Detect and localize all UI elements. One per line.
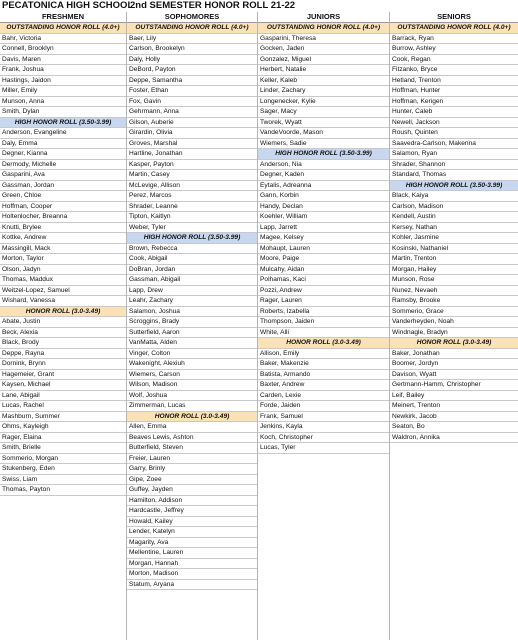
section-header-honor: HONOR ROLL (3.0-3.49) (127, 412, 257, 423)
student-name: Thomas, Maddux (0, 275, 126, 286)
student-name: Wolf, Joshua (127, 391, 257, 402)
student-name: Waldron, Annika (390, 433, 518, 444)
student-name: Daly, Holly (127, 55, 257, 66)
student-name: Freier, Lauren (127, 454, 257, 465)
student-name: Lapp, Drew (127, 286, 257, 297)
student-name: Herbert, Natalie (258, 65, 389, 76)
student-name: Dermody, Michelle (0, 160, 126, 171)
student-name: Holtenlocher, Breanna (0, 212, 126, 223)
student-name: Salamon, Ryan (390, 149, 518, 160)
student-name: Ohms, Kayleigh (0, 422, 126, 433)
student-name: Longenecker, Kylie (258, 97, 389, 108)
section-header-honor: HONOR ROLL (3.0-3.49) (258, 338, 389, 349)
student-name: Hardcastle, Jeffrey (127, 506, 257, 517)
student-name: Polhamas, Kaci (258, 275, 389, 286)
student-name: Jenkins, Kayla (258, 422, 389, 433)
student-name: Gertmann-Hamm, Christopher (390, 380, 518, 391)
student-name: Gassman, Abigail (127, 275, 257, 286)
student-name: Sutterfield, Aaron (127, 328, 257, 339)
student-name: Massingill, Mack (0, 244, 126, 255)
student-name: Abate, Justin (0, 317, 126, 328)
student-name: Baer, Lily (127, 34, 257, 45)
student-name: Lucas, Rachel (0, 401, 126, 412)
student-name: Scroggins, Brady (127, 317, 257, 328)
seniors-list (390, 23, 518, 443)
section-header-outstanding: OUTSTANDING HONOR ROLL (4.0+) (127, 23, 257, 34)
student-name: Baxter, Andrew (258, 380, 389, 391)
student-name: Daly, Emma (0, 139, 126, 150)
student-name: Stukenberg, Eden (0, 464, 126, 475)
student-name: Shrader, Shannon (390, 160, 518, 171)
student-name: Kendell, Austin (390, 212, 518, 223)
student-name: Meinert, Trenton (390, 401, 518, 412)
student-name: Koehler, William (258, 212, 389, 223)
student-name: Green, Chloe (0, 191, 126, 202)
student-name: Lane, Abigail (0, 391, 126, 402)
student-name: Davison, Wyatt (390, 370, 518, 381)
student-name: White, Alli (258, 328, 389, 339)
section-header-outstanding: OUTSTANDING HONOR ROLL (4.0+) (390, 23, 518, 34)
seniors-column (390, 12, 518, 443)
student-name: Gasparini, Ava (0, 170, 126, 181)
section-header-honor: HONOR ROLL (3.0-3.49) (0, 307, 126, 318)
student-name: Beck, Alexia (0, 328, 126, 339)
juniors-column (258, 12, 389, 454)
student-name: DeBord, Payton (127, 65, 257, 76)
student-name: Hartline, Jonathan (127, 149, 257, 160)
student-name: Martin, Casey (127, 170, 257, 181)
student-name: Newell, Jackson (390, 118, 518, 129)
student-name: Hoffman, Cooper (0, 202, 126, 213)
student-name: Hamilton, Addison (127, 496, 257, 507)
student-name: Munson, Rose (390, 275, 518, 286)
document-title-bar (0, 0, 518, 12)
student-name: Batista, Armando (258, 370, 389, 381)
student-name: Statum, Aryana (127, 580, 257, 591)
sophomores-column (127, 12, 257, 590)
student-name: Groves, Marshal (127, 139, 257, 150)
student-name: Wishard, Vanessa (0, 296, 126, 307)
student-name: Sommerio, Grace (390, 307, 518, 318)
student-name: Smith, Dylan (0, 107, 126, 118)
student-name: Salamon, Joshua (127, 307, 257, 318)
student-name: Standard, Thomas (390, 170, 518, 181)
student-name: Degner, Kaden (258, 170, 389, 181)
student-name: Davis, Maren (0, 55, 126, 66)
student-name: Vanderheyden, Noah (390, 317, 518, 328)
student-name: Gasparini, Theresa (258, 34, 389, 45)
student-name: Rager, Elaina (0, 433, 126, 444)
student-name: Kohler, Jasmine (390, 233, 518, 244)
student-name: Lapp, Jarrett (258, 223, 389, 234)
honor-roll-title: 2nd SEMESTER HONOR ROLL 21-22 (130, 0, 296, 11)
student-name: Tipton, Kaitlyn (127, 212, 257, 223)
student-name: Baker, Makenzie (258, 359, 389, 370)
student-name: Hoffman, Hunter (390, 86, 518, 97)
student-name: Roberts, Izabella (258, 307, 389, 318)
student-name: Mulcahy, Aidan (258, 265, 389, 276)
student-name: Baker, Jonathan (390, 349, 518, 360)
student-name: Wakenight, Alexiuh (127, 359, 257, 370)
student-name: Allen, Emma (127, 422, 257, 433)
student-name: Anderson, Nia (258, 160, 389, 171)
student-name: Leahr, Zachary (127, 296, 257, 307)
student-name: Cook, Abigail (127, 254, 257, 265)
student-name: Kottke, Andrew (0, 233, 126, 244)
student-name: McLevige, Allison (127, 181, 257, 192)
column-header-seniors: SENIORS (390, 12, 518, 23)
student-name: Newkirk, Jacob (390, 412, 518, 423)
student-name: Munson, Anna (0, 97, 126, 108)
student-name: Forde, Jaiden (258, 401, 389, 412)
student-name: Ramsby, Brooke (390, 296, 518, 307)
student-name: VandeVoorde, Mason (258, 128, 389, 139)
student-name: Mellentine, Lauren (127, 548, 257, 559)
student-name: Knutti, Brylee (0, 223, 126, 234)
student-name: Brown, Rebecca (127, 244, 257, 255)
student-name: Wiemers, Carson (127, 370, 257, 381)
student-name: Hoffman, Kerigen (390, 97, 518, 108)
student-name: Weitzel-Lopez, Samuel (0, 286, 126, 297)
column-header-juniors: JUNIORS (258, 12, 389, 23)
student-name: Nunez, Nevaeh (390, 286, 518, 297)
student-name: Allison, Emily (258, 349, 389, 360)
student-name: Morgan, Hailey (390, 265, 518, 276)
column-header-freshmen: FRESHMEN (0, 12, 126, 23)
section-header-high: HIGH HONOR ROLL (3.50-3.99) (390, 181, 518, 192)
student-name: Gassman, Jordan (0, 181, 126, 192)
student-name: Keller, Kaleb (258, 76, 389, 87)
student-name: Wiemers, Sadie (258, 139, 389, 150)
student-name: Eytalis, Adreanna (258, 181, 389, 192)
student-name: Leif, Bailey (390, 391, 518, 402)
student-name: Kaysen, Michael (0, 380, 126, 391)
student-name: Dornink, Brynn (0, 359, 126, 370)
student-name: Kasper, Payton (127, 160, 257, 171)
student-name: Hetland, Trenton (390, 76, 518, 87)
student-name: Vinger, Colton (127, 349, 257, 360)
student-name: Perez, Marcos (127, 191, 257, 202)
section-header-outstanding: OUTSTANDING HONOR ROLL (4.0+) (258, 23, 389, 34)
column-header-sophomores: SOPHOMORES (127, 12, 257, 23)
student-name: Anderson, Evangeline (0, 128, 126, 139)
student-name: Shrader, Leanne (127, 202, 257, 213)
student-name: Deppe, Samantha (127, 76, 257, 87)
student-name: Tworek, Wyatt (258, 118, 389, 129)
student-name: Morton, Taylor (0, 254, 126, 265)
student-name: Carden, Lexie (258, 391, 389, 402)
student-name: Deppe, Rayna (0, 349, 126, 360)
student-name: Seaton, Bo (390, 422, 518, 433)
student-name: Barrack, Ryan (390, 34, 518, 45)
student-name: Beaves Lewis, Ashton (127, 433, 257, 444)
section-header-high: HIGH HONOR ROLL (3.50-3.99) (127, 233, 257, 244)
student-name: Gann, Korbin (258, 191, 389, 202)
student-name: Windnagle, Bradyn (390, 328, 518, 339)
student-name: Handy, Declan (258, 202, 389, 213)
student-name: Lender, Katelyn (127, 527, 257, 538)
student-name: Hunter, Caleb (390, 107, 518, 118)
school-name: PECATONICA HIGH SCHOOL (2, 0, 134, 11)
student-name: Black, Brody (0, 338, 126, 349)
student-name: Morton, Madison (127, 569, 257, 580)
student-name: Butterfield, Steven (127, 443, 257, 454)
student-name: Koch, Christopher (258, 433, 389, 444)
student-name: Garry, Brinly (127, 464, 257, 475)
student-name: Howald, Kailey (127, 517, 257, 528)
student-name: Frank, Samuel (258, 412, 389, 423)
student-name: Gocken, Jaden (258, 44, 389, 55)
student-name: Swiss, Liam (0, 475, 126, 486)
section-header-honor: HONOR ROLL (3.0-3.49) (390, 338, 518, 349)
student-name: Sager, Macy (258, 107, 389, 118)
student-name: Gipe, Zoee (127, 475, 257, 486)
student-name: Miller, Emily (0, 86, 126, 97)
student-name: Sommerio, Morgan (0, 454, 126, 465)
juniors-list (258, 23, 389, 454)
sophomores-list (127, 23, 257, 590)
student-name: Carlson, Madison (390, 202, 518, 213)
student-name: Pozzi, Andrew (258, 286, 389, 297)
student-name: Carlson, Brookelyn (127, 44, 257, 55)
student-name: Mashburn, Summer (0, 412, 126, 423)
student-name: Morgan, Hannah (127, 559, 257, 570)
student-name: Frank, Joshua (0, 65, 126, 76)
freshmen-list (0, 23, 126, 496)
student-name: Fitzanko, Bryce (390, 65, 518, 76)
student-name: Black, Kaiya (390, 191, 518, 202)
student-name: Zimmerman, Lucas (127, 401, 257, 412)
student-name: Kersey, Nathan (390, 223, 518, 234)
student-name: Moore, Paige (258, 254, 389, 265)
student-name: Roush, Quinten (390, 128, 518, 139)
student-name: Guffey, Jayden (127, 485, 257, 496)
student-name: DoBran, Jordan (127, 265, 257, 276)
student-name: Gehrmann, Anna (127, 107, 257, 118)
student-name: Burrow, Ashley (390, 44, 518, 55)
student-name: Fox, Gavin (127, 97, 257, 108)
student-name: Gonzalez, Miguel (258, 55, 389, 66)
student-name: Degner, Kianna (0, 149, 126, 160)
student-name: Saavedra-Carlson, Makenna (390, 139, 518, 150)
student-name: Magarity, Ava (127, 538, 257, 549)
student-name: Mohaupt, Lauren (258, 244, 389, 255)
student-name: Wilson, Madison (127, 380, 257, 391)
freshmen-column (0, 12, 126, 496)
student-name: Connell, Brooklyn (0, 44, 126, 55)
student-name: Magee, Kelsey (258, 233, 389, 244)
student-name: Weber, Tyler (127, 223, 257, 234)
student-name: Girardin, Olivia (127, 128, 257, 139)
student-name: Kosinski, Nathaniel (390, 244, 518, 255)
section-header-outstanding: OUTSTANDING HONOR ROLL (4.0+) (0, 23, 126, 34)
student-name: Hagemeier, Grant (0, 370, 126, 381)
student-name: Martin, Trenton (390, 254, 518, 265)
student-name: Rager, Lauren (258, 296, 389, 307)
student-name: Smith, Brielle (0, 443, 126, 454)
student-name: Thomas, Payton (0, 485, 126, 496)
student-name: Hastings, Jaidon (0, 76, 126, 87)
student-name: Foster, Ethan (127, 86, 257, 97)
section-header-high: HIGH HONOR ROLL (3.50-3.99) (0, 118, 126, 129)
student-name: Olson, Jadyn (0, 265, 126, 276)
student-name: Boomer, Jordyn (390, 359, 518, 370)
student-name: Bahr, Victoria (0, 34, 126, 45)
student-name: Linder, Zachary (258, 86, 389, 97)
section-header-high: HIGH HONOR ROLL (3.50-3.99) (258, 149, 389, 160)
student-name: Thompson, Jaiden (258, 317, 389, 328)
student-name: VanMatta, Alden (127, 338, 257, 349)
student-name: Lucas, Tyler (258, 443, 389, 454)
student-name: Gilson, Auberie (127, 118, 257, 129)
student-name: Cook, Regan (390, 55, 518, 66)
